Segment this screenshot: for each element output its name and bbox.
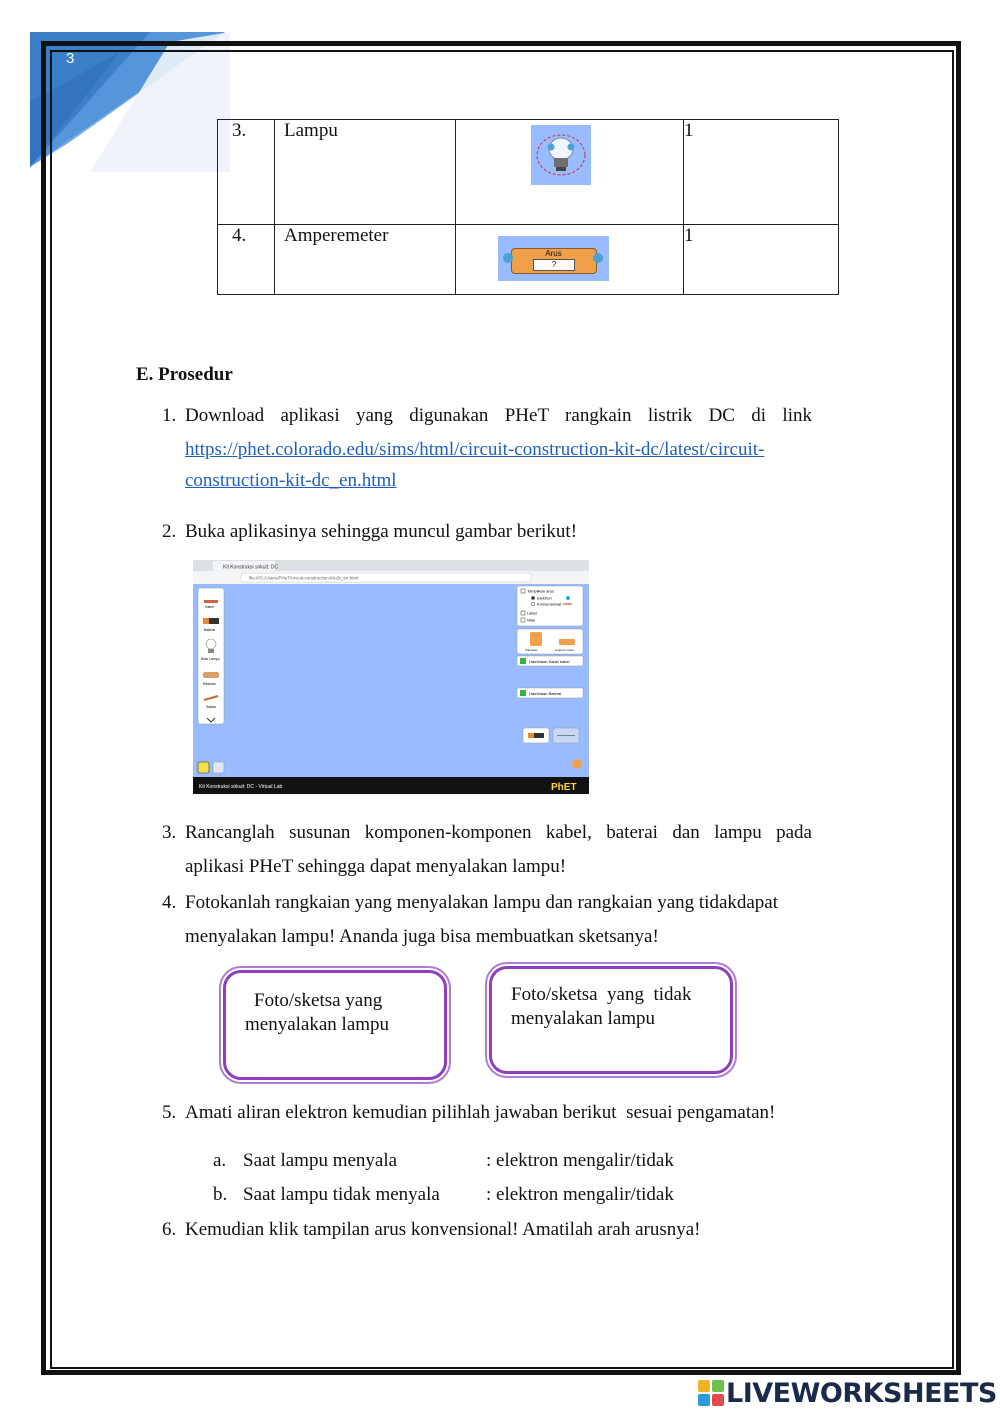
sketch-box-label: menyalakan lampu [511,1008,656,1029]
component-quantity: 1 [684,120,839,225]
panel-show-current: Tampilkan arus [527,588,554,594]
step-text: Buka aplikasinya sehingga muncul gambar berikut! [185,521,578,542]
sketch-box-lamp-on[interactable] [223,970,447,1080]
table-row [218,120,839,225]
step-number: 3. [162,822,177,843]
component-table [217,119,839,295]
row-number: 3. [218,120,275,225]
step-text: Rancanglah susunan komponen-komponen kabel, baterai dan lampu pada [185,822,812,843]
step-text: Download aplikasi yang digunakan PHeT rangkain listrik DC di link [185,405,812,426]
step-text-continued: aplikasi PHeT sehingga dapat menyalakan lampu! [185,856,567,877]
panel-conventional: Konvensional [537,601,562,607]
component-image-cell [456,120,684,225]
tool-label-lamp: Bola Lampu [201,657,220,661]
answer-label: Saat lampu menyala [243,1150,398,1171]
step-text: Amati aliran elektron kemudian pilihlah jawaban berikut sesuai pengamatan! [185,1102,776,1123]
step-text: Fotokanlah rangkaian yang menyalakan lampu dan rangkaian yang tidakdapat [185,892,779,913]
sketch-box-label: Foto/sketsa yang tidak [511,984,692,1005]
button-battery-resistance: Hambatan Baterai [529,691,562,696]
tool-label-wire: Kabel [205,605,214,609]
answer-choice[interactable]: : elektron mengalir/tidak [486,1184,674,1205]
liveworksheets-logo [698,1378,997,1408]
table-row [218,225,839,295]
sim-url: file:///C:/Users/PHeT/circuit-construction-kit-dc_en.html [249,575,359,581]
step-text: Kemudian klik tampilan arus konvensional! Amatilah arah arusnya! [185,1219,701,1240]
section-title: E. Prosedur [136,364,233,385]
component-name: Amperemeter [275,225,456,295]
sketch-box-label: Foto/sketsa yang [254,990,383,1011]
sketch-box-lamp-off[interactable] [489,966,733,1074]
watermark-text: LIVEWORKSHEETS [726,1377,997,1409]
component-quantity: 1 [684,225,839,295]
panel-electron: Elektron [537,595,552,601]
tool-label-switch: Saklar [206,705,216,709]
liveworksheets-icon [698,1380,724,1406]
phet-link-continued[interactable]: construction-kit-dc_en.html [185,470,397,491]
step-number: 4. [162,892,177,913]
answer-letter: b. [213,1184,228,1205]
meter-ammeter: Ampere meter [555,648,575,652]
step-number: 2. [162,521,177,542]
button-wire-resistance: Hambatan Kabel kabel [529,659,570,664]
sim-footer-title: Kit Konstruksi sirkuit: DC - Virtual Lab [199,784,283,790]
tool-label-resistor: Resistor [203,682,216,686]
sim-tab-title: Kit Konstruksi sirkuit: DC [223,564,279,571]
page-number: 3 [66,50,75,67]
row-number: 4. [218,225,275,295]
step-number: 6. [162,1219,177,1240]
panel-value: Nilai [527,617,535,623]
step-number: 1. [162,405,177,426]
ammeter-value: ? [533,259,575,271]
panel-label: Label [527,610,537,616]
lamp-icon [531,125,591,185]
phet-simulation-screenshot [193,560,589,794]
sketch-box-label: menyalakan lampu [245,1014,390,1035]
tool-label-battery: Baterai [204,628,216,632]
answer-letter: a. [213,1150,227,1171]
component-image-cell [456,225,684,295]
step-number: 5. [162,1102,177,1123]
meter-voltmeter: Voltmeter [525,648,538,652]
answer-choice[interactable]: : elektron mengalir/tidak [486,1150,674,1171]
step-text-continued: menyalakan lampu! Ananda juga bisa membuatkan sketsanya! [185,926,659,947]
phet-link[interactable]: https://phet.colorado.edu/sims/html/circuit-construction-kit-dc/latest/circuit- [185,439,765,460]
phet-logo: PhET [551,782,577,793]
answer-label: Saat lampu tidak menyala [243,1184,440,1205]
ammeter-icon [498,236,609,281]
ammeter-label: Arus [545,249,562,258]
component-name: Lampu [275,120,456,225]
